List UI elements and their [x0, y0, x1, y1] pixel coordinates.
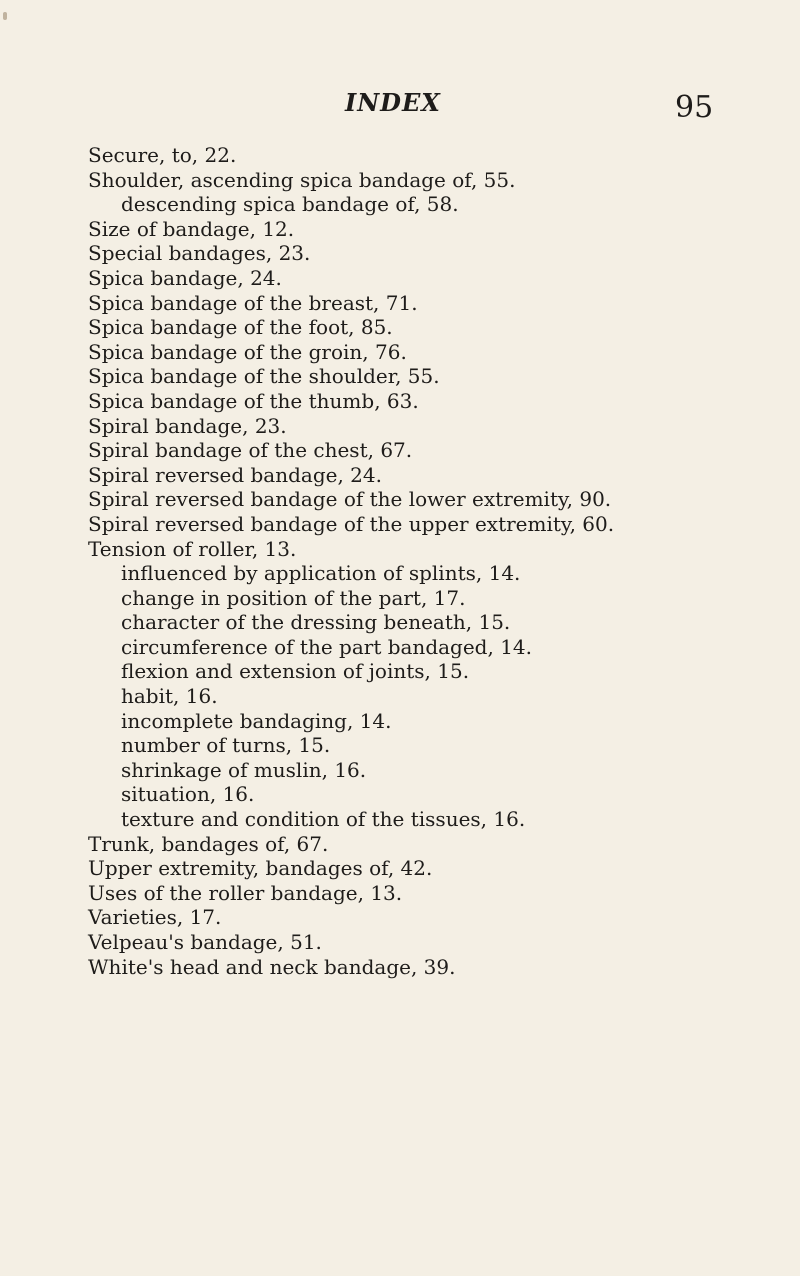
- index-entry: Trunk, bandages of, 67.: [88, 831, 329, 856]
- index-subentry: change in position of the part, 17.: [121, 585, 466, 610]
- index-entry: Special bandages, 23.: [88, 241, 311, 266]
- index-subentry: texture and condition of the tissues, 16.: [121, 807, 526, 832]
- index-entry: Spiral reversed bandage of the lower extremity, 90.: [88, 487, 612, 512]
- index-entry: White's head and neck bandage, 39.: [88, 954, 456, 979]
- index-entry: Spica bandage, 24.: [88, 265, 282, 290]
- index-entry: Shoulder, ascending spica bandage of, 55.: [88, 167, 516, 192]
- index-entry: Spica bandage of the groin, 76.: [88, 339, 407, 364]
- index-entry: Spiral bandage, 23.: [88, 413, 287, 438]
- index-entry: Spica bandage of the thumb, 63.: [88, 388, 419, 413]
- index-subentry: influenced by application of splints, 14.: [121, 561, 521, 586]
- index-entry: Spiral reversed bandage of the upper extremity, 60.: [88, 511, 615, 536]
- index-entry: Varieties, 17.: [88, 905, 222, 930]
- index-entries: [88, 143, 760, 979]
- index-subentry: character of the dressing beneath, 15.: [121, 610, 511, 635]
- index-entry: Spiral reversed bandage, 24.: [88, 462, 382, 487]
- index-subentry: incomplete bandaging, 14.: [121, 708, 392, 733]
- index-entry: Size of bandage, 12.: [88, 216, 295, 241]
- index-subentry: number of turns, 15.: [121, 733, 331, 758]
- index-entry: Upper extremity, bandages of, 42.: [88, 856, 433, 881]
- page-blemish: [3, 12, 7, 20]
- index-entry: Spica bandage of the foot, 85.: [88, 315, 393, 340]
- index-entry: Secure, to, 22.: [88, 143, 237, 167]
- index-subentry: situation, 16.: [121, 782, 255, 807]
- running-head: INDEX: [345, 88, 441, 117]
- index-entry: Spiral bandage of the chest, 67.: [88, 438, 413, 463]
- index-subentry: circumference of the part bandaged, 14.: [121, 634, 533, 659]
- index-subentry: shrinkage of muslin, 16.: [121, 757, 367, 782]
- index-entry: Velpeau's bandage, 51.: [88, 930, 322, 954]
- index-subentry: habit, 16.: [121, 684, 218, 709]
- index-entry: Spica bandage of the breast, 71.: [88, 290, 418, 315]
- index-subentry: descending spica bandage of, 58.: [121, 192, 459, 217]
- page-number: 95: [675, 90, 714, 125]
- index-entry: Tension of roller, 13.: [88, 536, 297, 561]
- index-entry: Uses of the roller bandage, 13.: [88, 880, 403, 905]
- index-subentry: flexion and extension of joints, 15.: [121, 659, 470, 684]
- index-entry: Spica bandage of the shoulder, 55.: [88, 364, 440, 389]
